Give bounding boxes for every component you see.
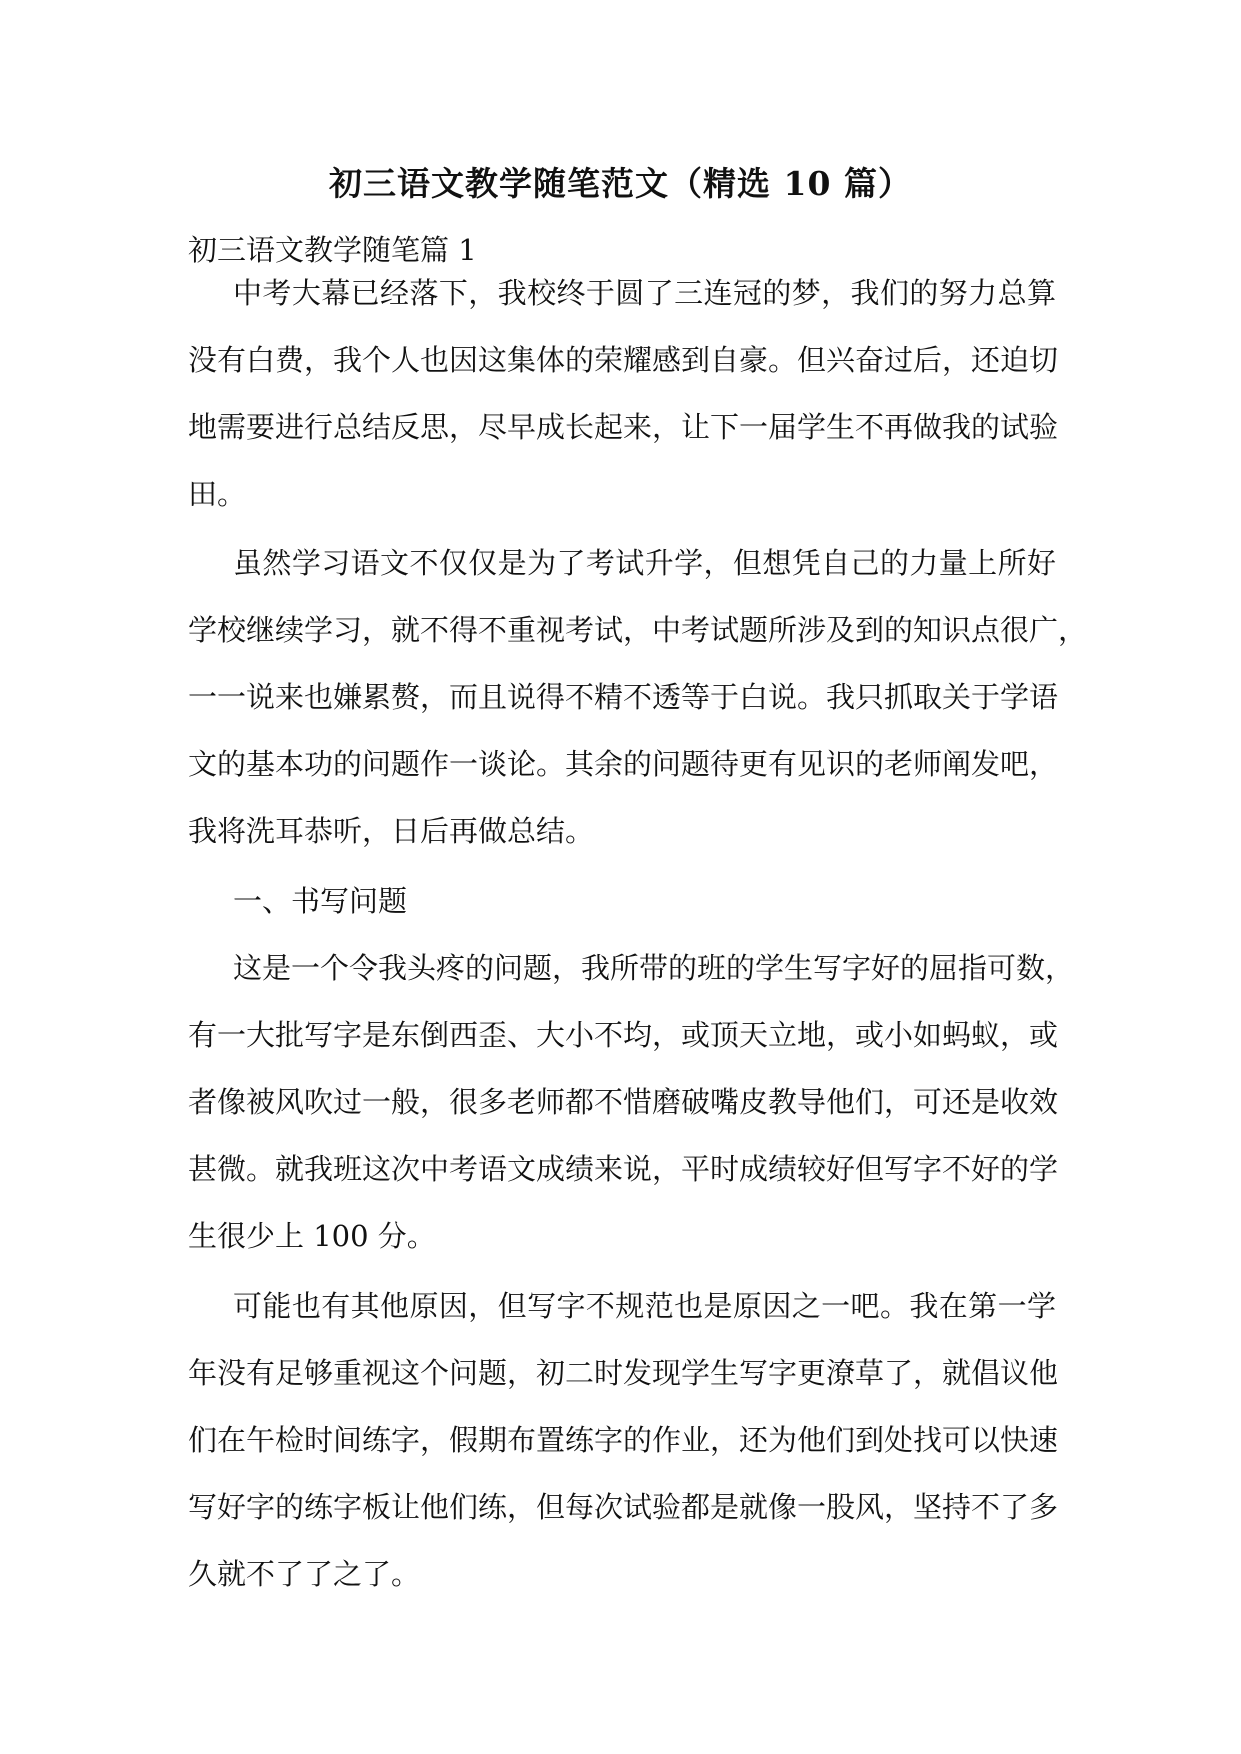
subsection-heading xyxy=(188,868,1056,935)
paragraph-line: 没有白费，我个人也因这集体的荣耀感到自豪。但兴奋过后，还迫切 xyxy=(188,343,1059,377)
paragraph-line: 们在午检时间练字，假期布置练字的作业，还为他们到处找可以快速 xyxy=(188,1423,1059,1457)
paragraph-line: 年没有足够重视这个问题，初二时发现学生写字更潦草了，就倡议他 xyxy=(188,1356,1059,1390)
document-title: 初三语文教学随笔范文（精选 10 篇） xyxy=(329,164,912,203)
paragraph-line: 写好字的练字板让他们练，但每次试验都是就像一股风，坚持不了多 xyxy=(188,1490,1059,1524)
paragraph-line: 一一说来也嫌累赘，而且说得不精不透等于白说。我只抓取关于学语 xyxy=(188,680,1059,714)
section-heading: 初三语文教学随笔篇 1 xyxy=(188,233,477,267)
paragraph-line: 一、书写问题 xyxy=(233,884,408,918)
paragraph-line: 生很少上 100 分。 xyxy=(188,1219,436,1253)
paragraph-line: 中考大幕已经落下，我校终于圆了三连冠的梦，我们的努力总算 xyxy=(233,276,1056,310)
paragraph-line: 久就不了了之了。 xyxy=(188,1557,421,1591)
paragraph-line: 有一大批写字是东倒西歪、大小不均，或顶天立地，或小如蚂蚁，或 xyxy=(188,1018,1059,1052)
paragraph-line: 虽然学习语文不仅仅是为了考试升学，但想凭自己的力量上所好 xyxy=(233,546,1056,580)
paragraph-4 xyxy=(188,1273,1059,1608)
paragraph-3 xyxy=(188,935,1075,1270)
paragraph-line: 田。 xyxy=(188,477,247,511)
paragraph-1 xyxy=(188,260,1059,528)
paragraph-line: 地需要进行总结反思，尽早成长起来，让下一届学生不再做我的试验 xyxy=(188,410,1059,444)
paragraph-line: 我将洗耳恭听，日后再做总结。 xyxy=(188,814,595,848)
paragraph-2 xyxy=(188,530,1088,865)
paragraph-line: 者像被风吹过一般，很多老师都不惜磨破嘴皮教导他们，可还是收效 xyxy=(188,1085,1059,1119)
paragraph-line: 甚微。就我班这次中考语文成绩来说，平时成绩较好但写字不好的学 xyxy=(188,1152,1059,1186)
paragraph-line: 这是一个令我头疼的问题，我所带的班的学生写字好的屈指可数， xyxy=(233,951,1075,985)
paragraph-line: 文的基本功的问题作一谈论。其余的问题待更有见识的老师阐发吧， xyxy=(188,747,1059,781)
paragraph-line: 可能也有其他原因，但写字不规范也是原因之一吧。我在第一学 xyxy=(233,1289,1056,1323)
paragraph-line: 学校继续学习，就不得不重视考试，中考试题所涉及到的知识点很广， xyxy=(188,613,1088,647)
